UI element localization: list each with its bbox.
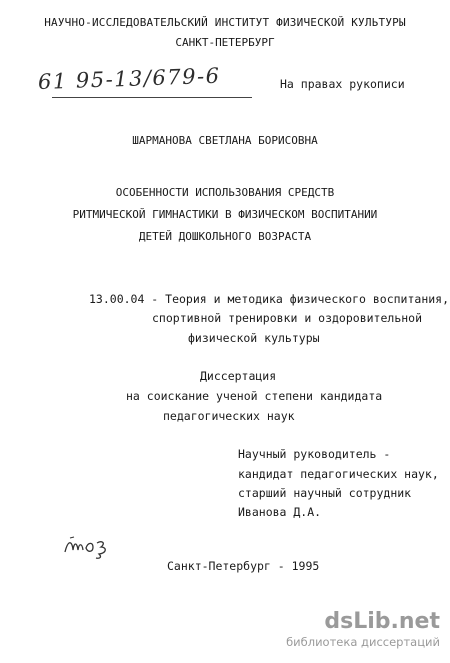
supervisor-name: Иванова Д.А.: [238, 505, 322, 519]
handwritten-signature: [62, 534, 118, 560]
degree-field-line: педагогических наук: [163, 409, 295, 423]
supervisor-position: старший научный сотрудник: [238, 486, 412, 500]
supervisor-label: Научный руководитель -: [238, 447, 391, 461]
supervisor-degree: кандидат педагогических наук,: [238, 467, 439, 481]
degree-line: на соискание ученой степени кандидата: [126, 389, 383, 403]
watermark-brand: dsLib.net: [324, 609, 440, 634]
specialty-line-2: спортивной тренировки и оздоровительной: [152, 311, 423, 325]
dslib-watermark-logo: [286, 611, 440, 649]
handwritten-catalog-code: 61 95-13/679-6: [37, 63, 221, 94]
watermark-tagline: библиотека диссертаций: [286, 635, 440, 649]
manuscript-rights-note: На правах рукописи: [280, 77, 405, 91]
author-name: ШАРМАНОВА СВЕТЛАНА БОРИСОВНА: [132, 134, 318, 147]
institute-city: САНКТ-ПЕТЕРБУРГ: [175, 36, 275, 49]
dissertation-label: Диссертация: [200, 369, 277, 383]
institute-name: НАУЧНО-ИССЛЕДОВАТЕЛЬСКИЙ ИНСТИТУТ ФИЗИЧЕСКОЙ КУЛЬТУРЫ: [44, 16, 406, 29]
city-year: Санкт-Петербург - 1995: [167, 559, 320, 573]
handwritten-underline: [52, 97, 252, 98]
title-line-2: РИТМИЧЕСКОЙ ГИМНАСТИКИ В ФИЗИЧЕСКОМ ВОСПИТАНИИ: [72, 208, 378, 221]
specialty-line-3: физической культуры: [188, 331, 320, 345]
title-line-3: ДЕТЕЙ ДОШКОЛЬНОГО ВОЗРАСТА: [138, 230, 312, 243]
title-line-1: ОСОБЕННОСТИ ИСПОЛЬЗОВАНИЯ СРЕДСТВ: [115, 186, 335, 199]
specialty-line-1: 13.00.04 - Теория и методика физического воспитания,: [89, 292, 450, 306]
